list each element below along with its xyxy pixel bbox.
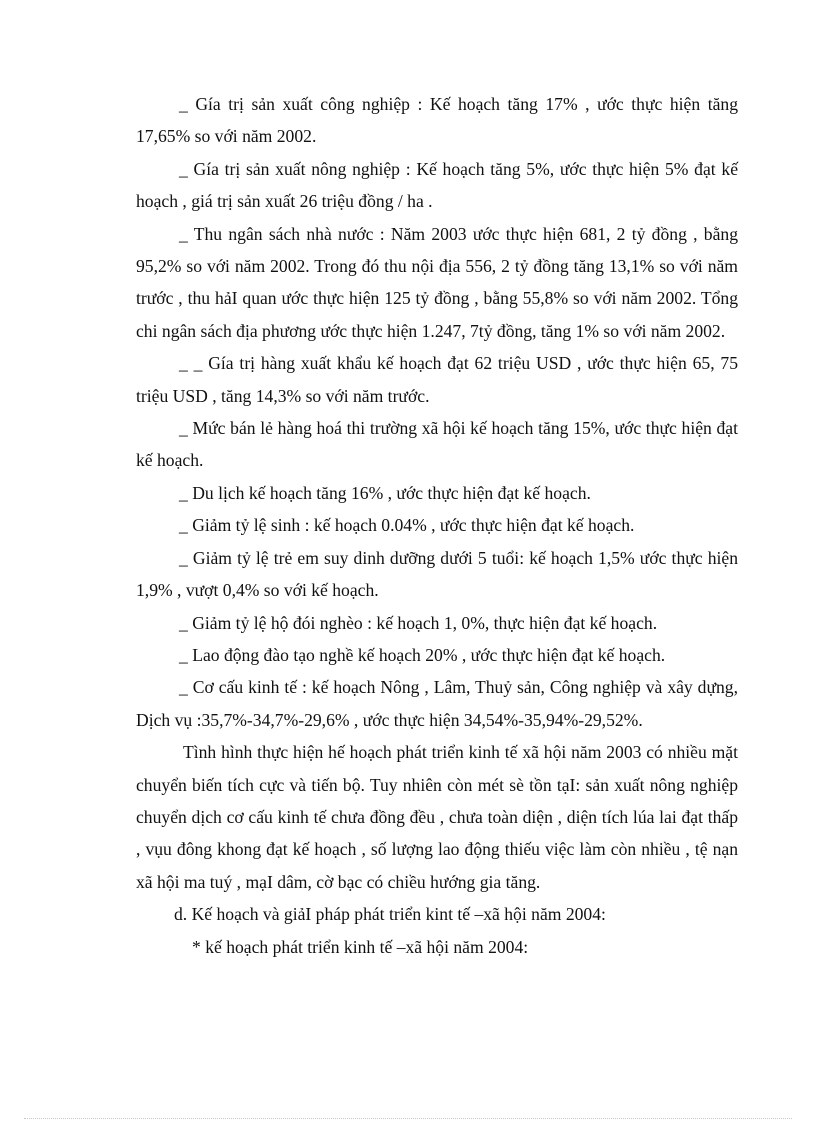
paragraph-export-value: _ _ Gía trị hàng xuất khẩu kế hoạch đạt 62 triệu USD , ước thực hiện 65, 75 triệu USD , tăng 14,3% so với năm trước. [136,353,738,406]
paragraph-birth-rate: _ Giảm tỷ lệ sinh : kế hoạch 0.04% , ước thực hiện đạt kế hoạch. [179,515,635,536]
paragraph-agricultural-output: _ Gía trị sản xuất nông nghiệp : Kế hoạch tăng 5%, ước thực hiện 5% đạt kế hoạch , giá trị sản xuất 26 triệu đồng / ha . [136,158,738,212]
paragraph-summary-2003: Tình hình thực hiện hế hoạch phát triển kinh tế xã hội năm 2003 có nhiều mặt chuyển biến tích cực và tiến bộ. Tuy nhiên còn mét sè tồn tạI: sản xuất nông nghiệp chuyển dịch cơ cấu kinh tế chưa đồng đều , chưa toàn diện , diện tích lúa lai đạt thấp , vụu đông khong đạt kế hoạch , số lượng lao động thiếu việc làm còn nhiều , tệ nạn xã hội ma tuý , mạI dâm, cờ bạc có chiều hướng gia tăng. [136,742,738,892]
paragraph-tourism: _ Du lịch kế hoạch tăng 16% , ước thực hiện đạt kế hoạch. [179,482,591,503]
paragraph-state-budget: _ Thu ngân sách nhà nước : Năm 2003 ước thực hiện 681, 2 tỷ đồng , bằng 95,2% so với năm 2002. Trong đó thu nội địa 556, 2 tỷ đồng tăng 13,1% so với năm trước , thu hảI quan ước thực hiện 125 tỷ đồng , bằng 55,8% so với năm 2002. Tổng chi ngân sách địa phương ước thực hiện 1.247, 7tỷ đồng, tăng 1% so với năm 2002. [136,223,738,341]
paragraph-vocational-training: _ Lao động đào tạo nghề kế hoạch 20% , ước thực hiện đạt kế hoạch. [179,644,666,665]
paragraph-retail-sales: _ Mức bán lẻ hàng hoá thi trường xã hội kế hoạch tăng 15%, ước thực hiện đạt kế hoạch. [136,418,738,471]
document-body [136,88,738,963]
subheading-development-plan-2004: * kế hoạch phát triển kinh tế –xã hội năm 2004: [192,936,529,957]
paragraph-poverty: _ Giảm tỷ lệ hộ đói nghèo : kế hoạch 1, 0%, thực hiện đạt kế hoạch. [179,612,658,633]
section-heading-plan-2004: d. Kế hoạch và giảI pháp phát triển kint tế –xã hội năm 2004: [174,904,606,925]
page-bottom-divider [24,1118,792,1119]
paragraph-industrial-output: _ Gía trị sản xuất công nghiệp : Kế hoạch tăng 17% , ước thực hiện tăng 17,65% so với năm 2002. [136,94,738,147]
paragraph-child-malnutrition: _ Giảm tỷ lệ trẻ em suy dinh dưỡng dưới 5 tuổi: kế hoạch 1,5% ước thực hiện 1,9% , vượt 0,4% so với kế hoạch. [136,547,738,601]
paragraph-economic-structure: _ Cơ cấu kinh tế : kế hoạch Nông , Lâm, Thuỷ sản, Công nghiệp và xây dựng, Dịch vụ :35,7%-34,7%-29,6% , ước thực hiện 34,54%-35,94%-29,52%. [136,677,738,730]
